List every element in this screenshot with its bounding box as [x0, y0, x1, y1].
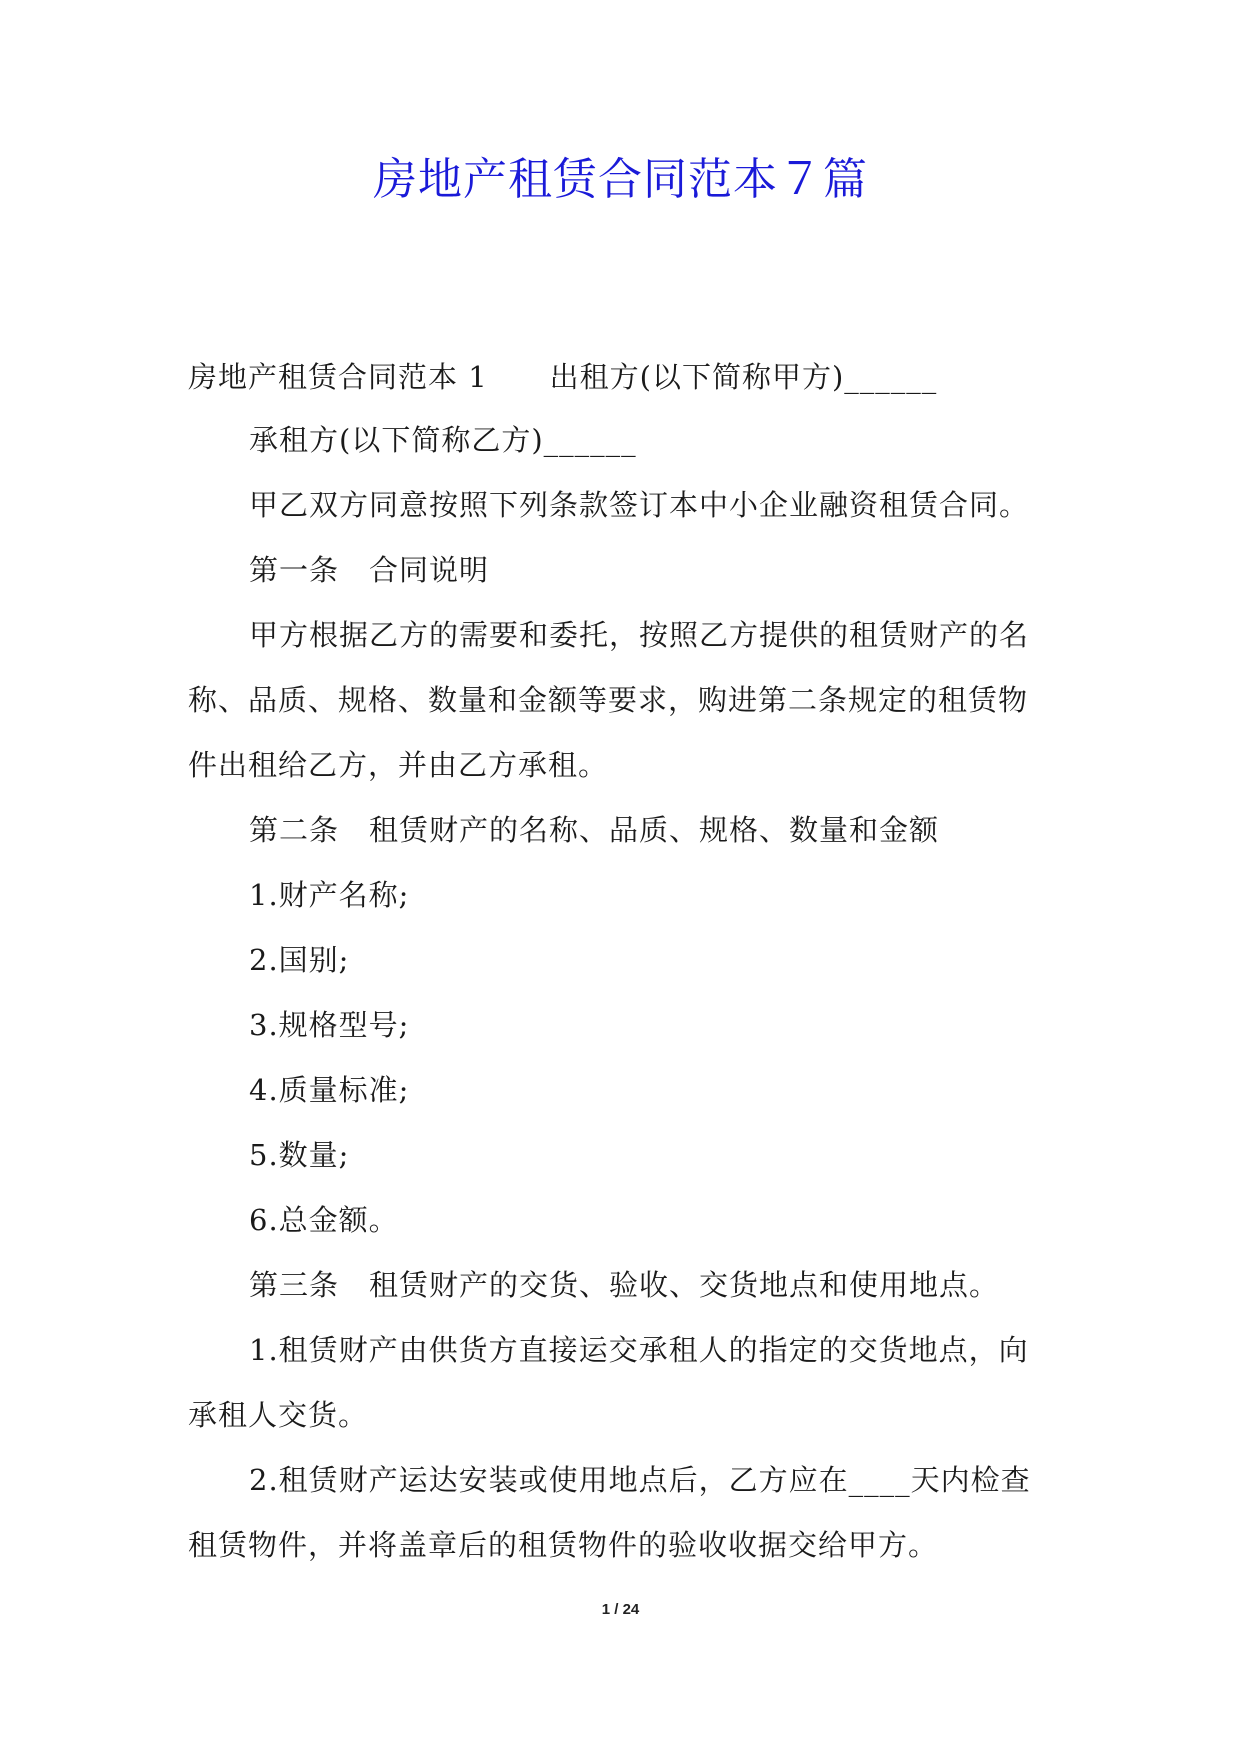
document-title: 房地产租赁合同范本７篇	[373, 154, 868, 205]
paragraph: 甲乙双方同意按照下列条款签订本中小企业融资租赁合同。	[249, 488, 1030, 522]
list-item: 3.规格型号;	[249, 1008, 410, 1042]
list-item: 4.质量标准;	[249, 1073, 410, 1107]
contract-heading: 房地产租赁合同范本 1	[188, 360, 488, 394]
lessor-line: 出租方(以下简称甲方)______	[549, 360, 938, 394]
first-line	[188, 357, 937, 397]
paragraph: 租赁物件，并将盖章后的租赁物件的验收收据交给甲方。	[188, 1528, 939, 1562]
paragraph: 件出租给乙方，并由乙方承租。	[188, 748, 609, 782]
list-item: 5.数量;	[249, 1138, 350, 1172]
paragraph: 承租人交货。	[188, 1398, 369, 1432]
paragraph: 甲方根据乙方的需要和委托，按照乙方提供的租赁财产的名	[249, 618, 1030, 652]
section-heading: 第三条 租赁财产的交货、验收、交货地点和使用地点。	[249, 1268, 1000, 1302]
section-heading: 第一条 合同说明	[249, 553, 490, 587]
page-indicator: 1 / 24	[601, 1601, 640, 1618]
list-item: 2.国别;	[249, 943, 350, 977]
paragraph: 称、品质、规格、数量和金额等要求，购进第二条规定的租赁物	[188, 683, 1029, 717]
list-item: 1.财产名称;	[249, 878, 410, 912]
paragraph: 1.租赁财产由供货方直接运交承租人的指定的交货地点，向	[249, 1333, 1029, 1367]
paragraph: 2.租赁财产运达安装或使用地点后，乙方应在____天内检查	[249, 1463, 1031, 1497]
paragraph: 承租方(以下简称乙方)______	[249, 423, 637, 457]
list-item: 6.总金额。	[249, 1203, 399, 1237]
section-heading: 第二条 租赁财产的名称、品质、规格、数量和金额	[249, 813, 940, 847]
